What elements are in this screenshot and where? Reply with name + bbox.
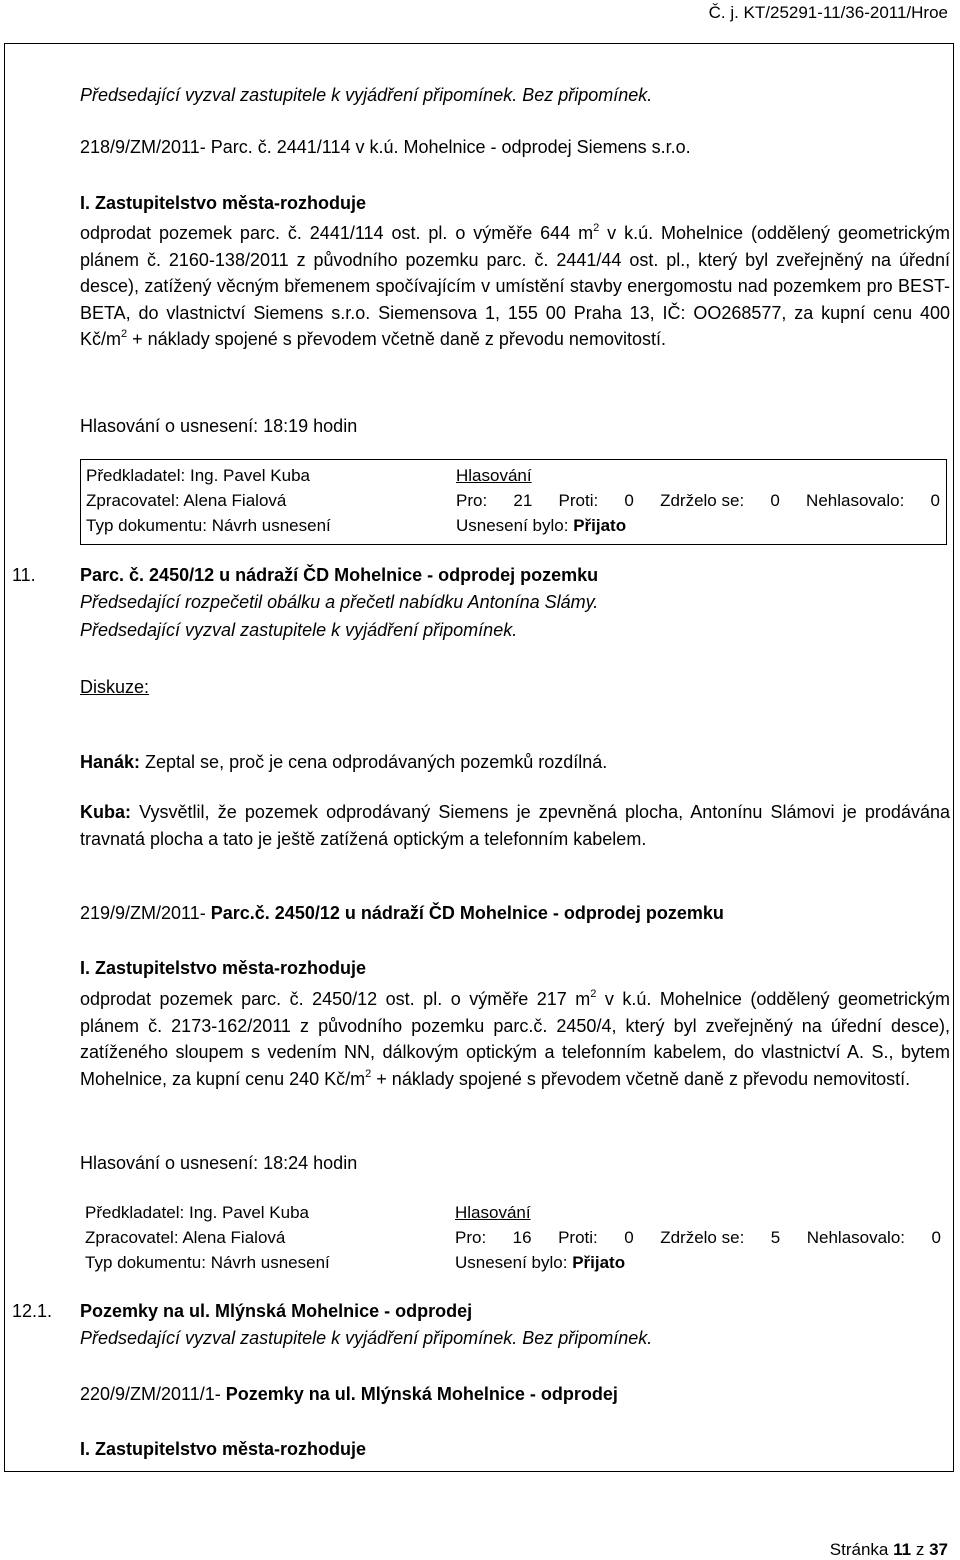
vote-counts: Pro: 16 Proti: 0 Zdrželo se: 5 Nehlasovalo: 0 [455,1228,941,1247]
doctype-row: Typ dokumentu: Návrh usnesení [86,516,331,535]
decides-heading-2: I. Zastupitelstvo města-rozhoduje [80,958,367,978]
doctype-row: Typ dokumentu: Návrh usnesení [85,1253,330,1272]
intro-line: Předsedající vyzval zastupitele k vyjádření připomínek. Bez připomínek. [80,85,653,105]
item-12-line1: Předsedající vyzval zastupitele k vyjádření připomínek. Bez připomínek. [80,1328,653,1348]
decides-heading-3: I. Zastupitelstvo města-rozhoduje [80,1439,367,1459]
voting-heading: Hlasování [456,466,532,485]
item-number-11: 11. [12,565,36,585]
vote-counts: Pro: 21 Proti: 0 Zdrželo se: 0 Nehlasovalo: 0 [456,491,940,510]
vote-time-2: Hlasování o usnesení: 18:24 hodin [80,1153,358,1173]
vote-result: Usnesení bylo: Přijato [455,1253,626,1272]
proposer-row: Předkladatel: Ing. Pavel Kuba [86,466,310,485]
item-number-12-1: 12.1. [12,1301,53,1321]
resolution-219-body: odprodat pozemek parc. č. 2450/12 ost. pl. o výměře 217 $m^2$ v k.ú. Mohelnice (oddělený geometrickým plánem č. 2173-162/2011 z původního pozemku parc.č. 2450/4, který byl zveřejněný na úřední desce), zatíženého sloupem s vedením NN, dálkovým optickým a telefonním kabelem, do vlastnictví A. S., bytem Mohelnice, za kupní cenu 240 $Kč/m^2$ + náklady spojené s převodem včetně daně z převodu nemovitostí. [80,988,950,1089]
resolution-218-title: 218/9/ZM/2011- Parc. č. 2441/114 v k.ú. Mohelnice - odprodej Siemens s.r.o. [80,137,691,157]
resolution-220-title: 220/9/ZM/2011/1- Pozemky na ul. Mlýnská Mohelnice - odprodej [80,1384,618,1404]
discussion-heading: Diskuze: [80,677,150,697]
vote-box-2 [80,1197,947,1283]
discussion-hanak: Hanák: Zeptal se, proč je cena odprodávaných pozemků rozdílná. [80,752,608,772]
item-11-title: Parc. č. 2450/12 u nádraží ČD Mohelnice - odprodej pozemku [80,565,599,585]
item-12-title: Pozemky na ul. Mlýnská Mohelnice - odprodej [80,1301,473,1321]
voting-heading: Hlasování [455,1203,531,1222]
resolution-218-body: odprodat pozemek parc. č. 2441/114 ost. pl. o výměře 644 $m^2$ v k.ú. Mohelnice (oddělený geometrickým plánem č. 2160-138/2011 z původního pozemku parc. č. 2441/44 ost. pl., který byl zveřejněný na úřední desce), zatížený věcným břemenem spočívajícím v umístění stavby energomostu nad pozemkem pro BEST-BETA, do vlastnictví Siemens s.r.o. Siemensova 1, 155 00 Praha 13, IČ: OO268577, za kupní cenu 400 $Kč/m^2$ + náklady spojené s převodem včetně daně z převodu nemovitostí. [80,222,950,349]
processor-row: Zpracovatel: Alena Fialová [86,491,287,510]
item-11-line1: Předsedající rozpečetil obálku a přečetl nabídku Antonína Slámy. [80,592,599,612]
page-number: Stránka 11 z 37 [829,1540,948,1559]
decides-heading: I. Zastupitelstvo města-rozhoduje [80,193,367,213]
vote-box-1 [80,459,947,545]
processor-row: Zpracovatel: Alena Fialová [85,1228,286,1247]
vote-result: Usnesení bylo: Přijato [456,516,627,535]
document-reference: Č. j. KT/25291-11/36-2011/Hroe [708,3,948,22]
vote-time-1: Hlasování o usnesení: 18:19 hodin [80,416,358,436]
item-11-line2: Předsedající vyzval zastupitele k vyjádření připomínek. [80,620,518,640]
proposer-row: Předkladatel: Ing. Pavel Kuba [85,1203,309,1222]
resolution-219-title: 219/9/ZM/2011- Parc.č. 2450/12 u nádraží ČD Mohelnice - odprodej pozemku [80,903,724,923]
discussion-kuba: Kuba: Vysvětlil, že pozemek odprodávaný Siemens je zpevněná plocha, Antonínu Slámovi je prodávána travnatá plocha a tato je ještě zatížená optickým a telefonním kabelem. [80,802,950,849]
